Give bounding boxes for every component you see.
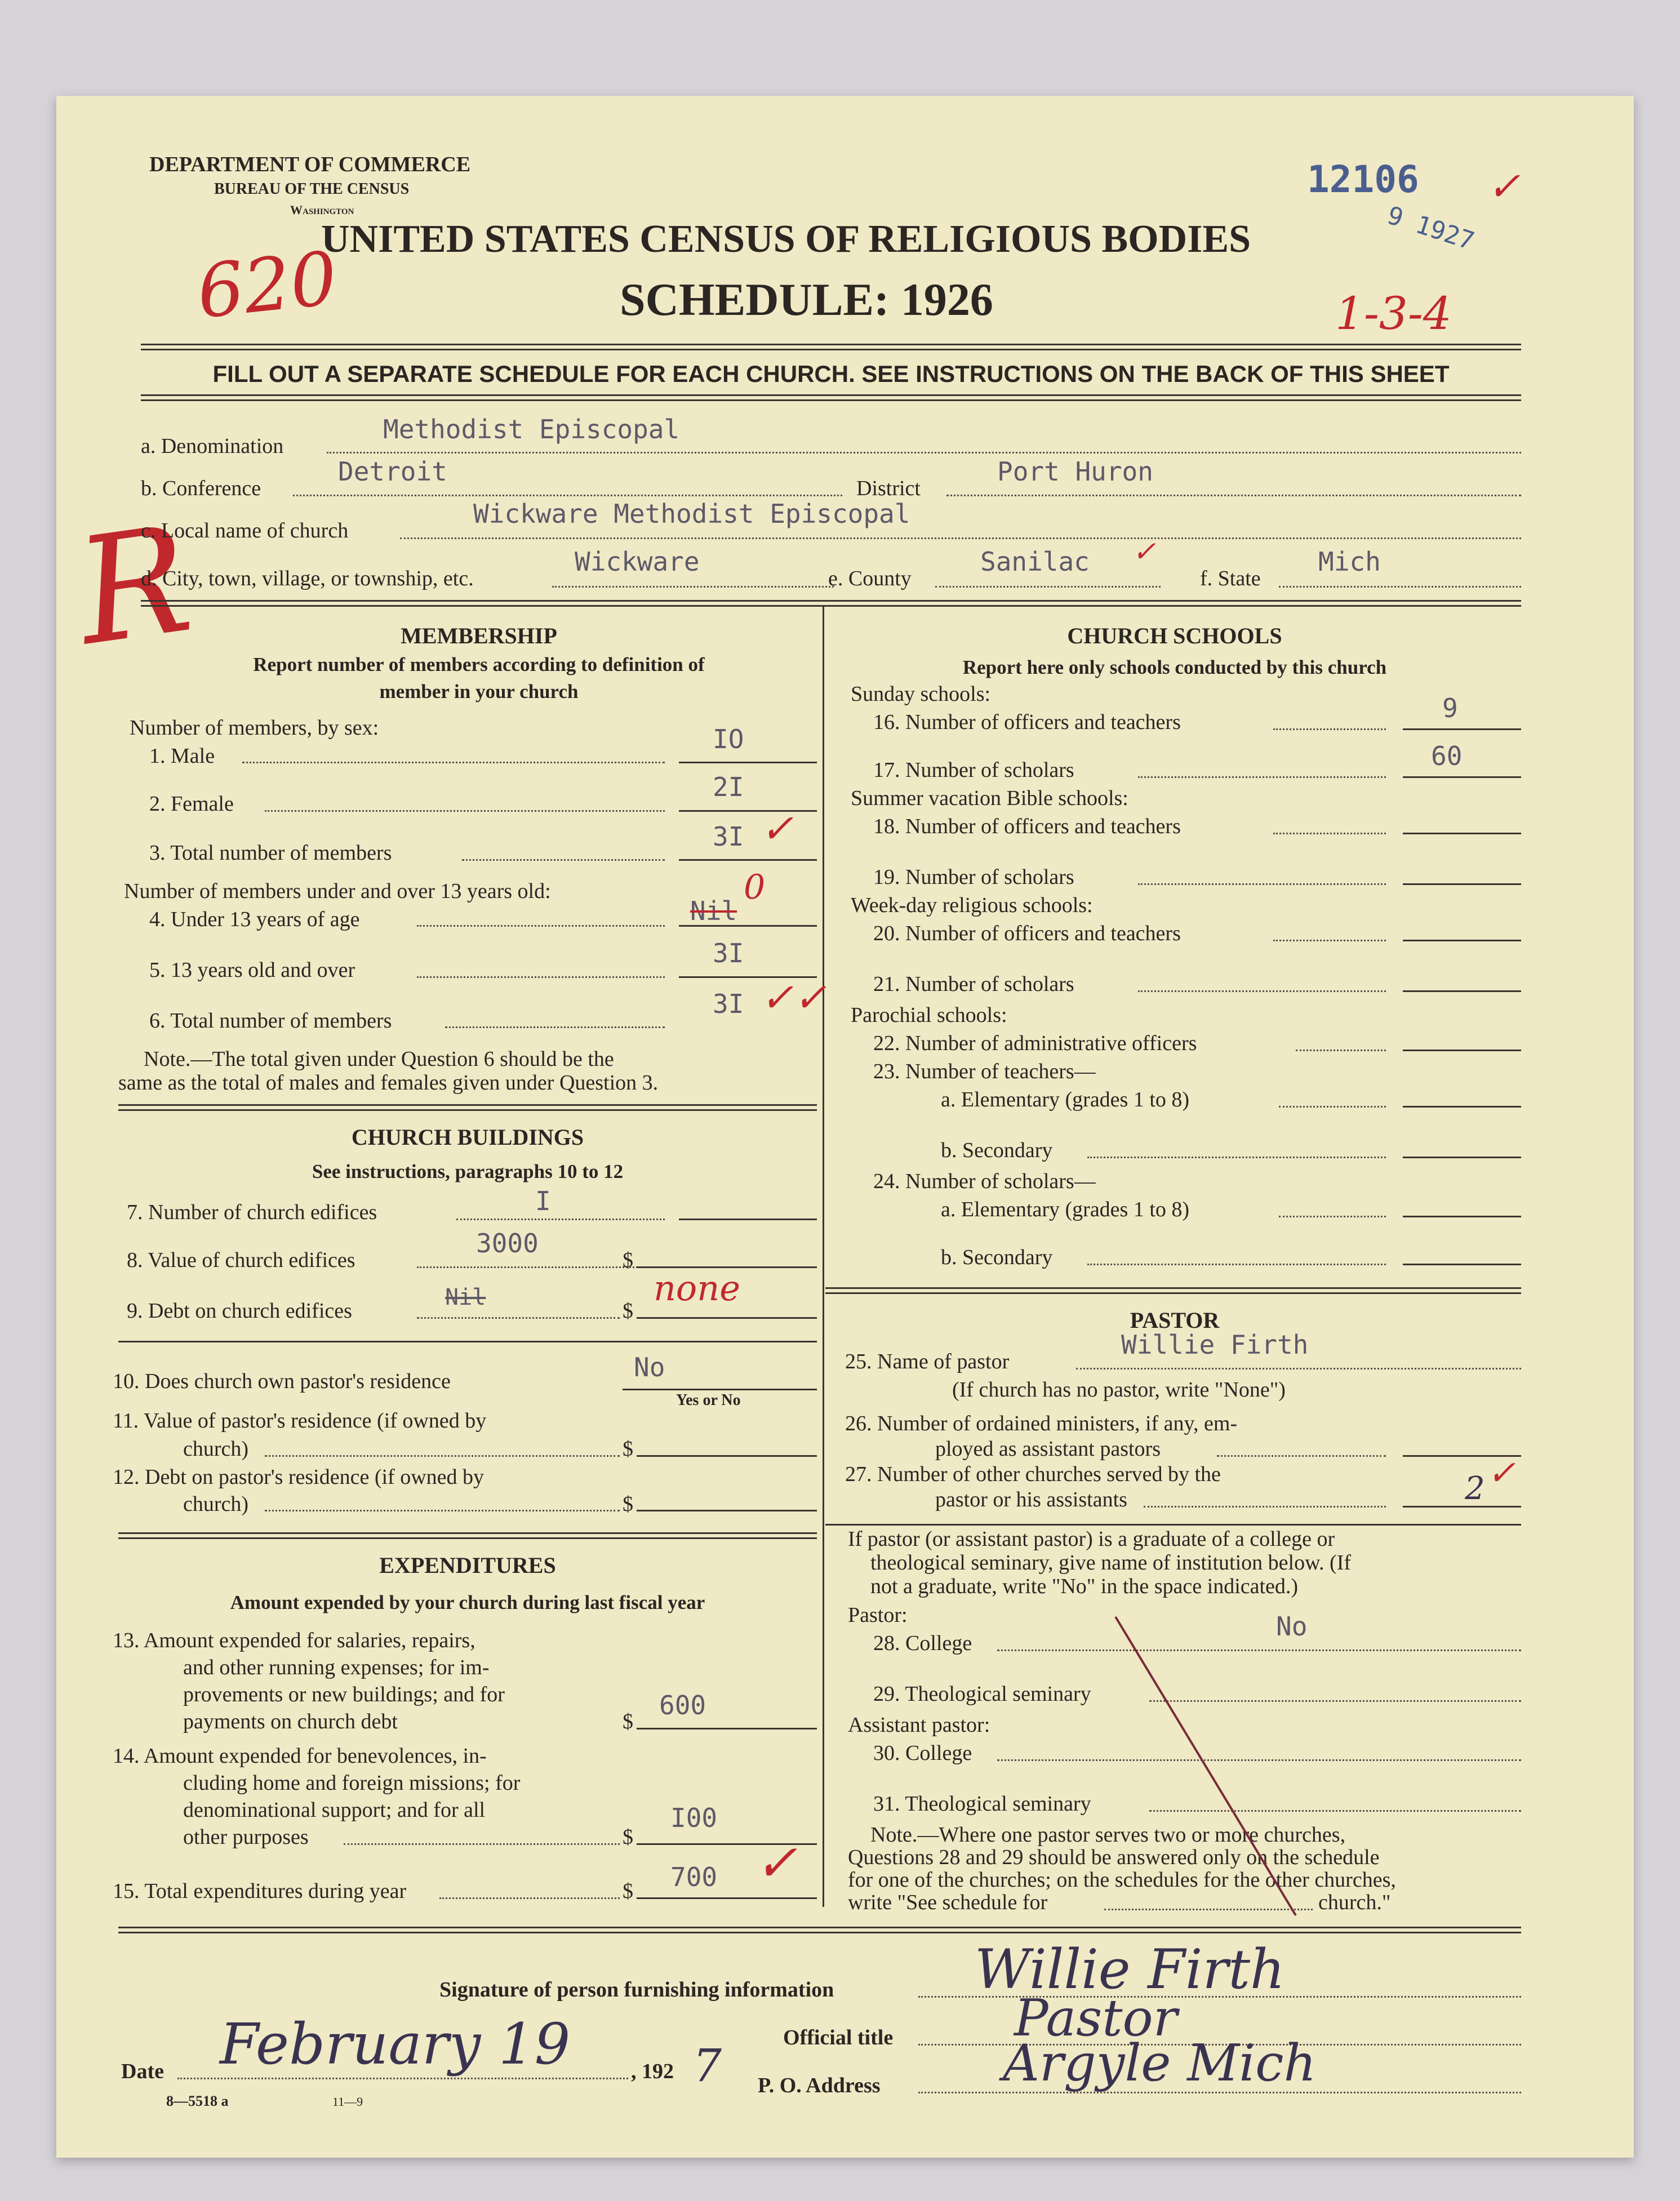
q24-label: 24. Number of scholars— xyxy=(873,1170,1096,1193)
buildings-title: CHURCH BUILDINGS xyxy=(351,1124,584,1150)
yes-no-hint: Yes or No xyxy=(676,1391,741,1409)
census-schedule-sheet xyxy=(56,96,1634,2158)
form-number: 8—5518 a xyxy=(166,2093,229,2109)
form-number-2: 11—9 xyxy=(332,2095,363,2109)
q23b-label: b. Secondary xyxy=(941,1139,1053,1162)
bureau-label: BUREAU OF THE CENSUS xyxy=(214,180,410,198)
denomination-label: a. Denomination xyxy=(141,434,284,458)
q14-label-2: cluding home and foreign missions; for xyxy=(183,1771,521,1795)
q9-struck-value: Nil xyxy=(445,1284,486,1310)
district-label: District xyxy=(856,477,921,500)
graduate-instruction-3: not a graduate, write "No" in the space indicated.) xyxy=(870,1575,1299,1598)
q4-struck-value: Nil xyxy=(690,896,737,926)
q27-label: 27. Number of other churches served by the xyxy=(845,1462,1221,1486)
q7-edifices-value: I xyxy=(535,1186,551,1216)
q3-total-value: 3I xyxy=(713,821,744,852)
q23-label: 23. Number of teachers— xyxy=(873,1060,1096,1083)
q1-male-value: IO xyxy=(713,724,744,754)
official-title-value: Pastor xyxy=(1014,1989,1177,2048)
q16-label: 16. Number of officers and teachers xyxy=(873,710,1181,734)
schools-subtitle: Report here only schools conducted by this church xyxy=(962,656,1387,678)
stamp-date: 9 1927 xyxy=(1384,201,1478,256)
q21-label: 21. Number of scholars xyxy=(873,972,1074,996)
q14-label-4: other purposes xyxy=(183,1825,309,1849)
pastor-note-4: write "See schedule for xyxy=(848,1891,1048,1914)
po-address-label: P. O. Address xyxy=(758,2074,881,2097)
q24a-label: a. Elementary (grades 1 to 8) xyxy=(941,1198,1190,1221)
pastor-note-3: for one of the churches; on the schedules for the other churches, xyxy=(848,1868,1396,1892)
q17-value: 60 xyxy=(1431,741,1463,771)
membership-note: Note.—The total given under Question 6 should be the xyxy=(144,1047,614,1071)
pastor-subheading: Pastor: xyxy=(848,1603,908,1627)
check-mark-icon: ✓ xyxy=(1487,163,1521,210)
county-label: e. County xyxy=(828,567,912,590)
check-mark-icon: ✓ xyxy=(755,1834,798,1893)
schools-title: CHURCH SCHOOLS xyxy=(1067,623,1282,648)
membership-note-2: same as the total of males and females given under Question 3. xyxy=(118,1071,659,1095)
signature-label: Signature of person furnishing information xyxy=(439,1978,834,2002)
summer-schools-label: Summer vacation Bible schools: xyxy=(851,786,1128,810)
q22-label: 22. Number of administrative officers xyxy=(873,1031,1197,1055)
check-mark-icon: ✓ xyxy=(761,806,794,852)
red-pencil-letter: R xyxy=(67,494,201,679)
red-pencil-code: 1-3-4 xyxy=(1335,287,1452,340)
q28-value: No xyxy=(1276,1611,1308,1642)
county-value: Sanilac xyxy=(980,546,1090,577)
pastor-note-2: Questions 28 and 29 should be answered only on the schedule xyxy=(848,1846,1380,1869)
q23a-label: a. Elementary (grades 1 to 8) xyxy=(941,1088,1190,1111)
washington-label: Washington xyxy=(290,203,354,217)
by-sex-label: Number of members, by sex: xyxy=(130,716,379,740)
q31-label: 31. Theological seminary xyxy=(873,1792,1091,1816)
q13-label: 13. Amount expended for salaries, repairs, xyxy=(113,1629,475,1652)
q8-value-value: 3000 xyxy=(476,1228,539,1259)
q24b-label: b. Secondary xyxy=(941,1246,1053,1269)
check-mark-icon: ✓✓ xyxy=(761,975,827,1021)
q10-residence-label: 10. Does church own pastor's residence xyxy=(113,1369,451,1393)
q4-under13-value: 0 xyxy=(744,868,766,907)
local-name-value: Wickware Methodist Episcopal xyxy=(473,499,910,529)
dollar-sign: $ xyxy=(623,1710,633,1733)
year-prefix: , 192 xyxy=(631,2060,674,2083)
schedule-title: SCHEDULE: 1926 xyxy=(620,274,993,325)
q20-label: 20. Number of officers and teachers xyxy=(873,922,1181,945)
q6-total-label: 6. Total number of members xyxy=(149,1009,392,1033)
q14-label-3: denominational support; and for all xyxy=(183,1798,486,1822)
city-label: d. City, town, village, or township, etc. xyxy=(141,567,474,590)
q14-value: I00 xyxy=(670,1803,718,1833)
q7-edifices-label: 7. Number of church edifices xyxy=(127,1200,377,1224)
buildings-subtitle: See instructions, paragraphs 10 to 12 xyxy=(312,1160,624,1182)
date-label: Date xyxy=(121,2060,164,2083)
conference-value: Detroit xyxy=(338,456,447,487)
expenditures-title: EXPENDITURES xyxy=(379,1553,556,1578)
q2-female-label: 2. Female xyxy=(149,792,234,816)
q12-debt-label: 12. Debt on pastor's residence (if owned by xyxy=(113,1465,485,1489)
q13-label-3: provements or new buildings; and for xyxy=(183,1683,505,1706)
check-mark-icon: ✓ xyxy=(1487,1453,1516,1493)
local-name-label: c. Local name of church xyxy=(141,519,349,543)
dollar-sign: $ xyxy=(623,1437,633,1461)
city-value: Wickware xyxy=(575,546,700,577)
q25-note: (If church has no pastor, write "None") xyxy=(952,1378,1286,1402)
pastor-strike-line xyxy=(56,96,1634,2158)
membership-subtitle-2: member in your church xyxy=(379,681,579,702)
q2-female-value: 2I xyxy=(713,772,744,802)
q10-residence-value: No xyxy=(634,1352,665,1382)
q6-total-value: 3I xyxy=(713,989,744,1019)
age-header-label: Number of members under and over 13 years old: xyxy=(124,879,551,903)
check-mark-icon: ✓ xyxy=(1132,535,1156,568)
parochial-schools-label: Parochial schools: xyxy=(851,1003,1007,1027)
q26-label-2: ployed as assistant pastors xyxy=(935,1437,1161,1461)
pastor-note: Note.—Where one pastor serves two or more churches, xyxy=(870,1823,1346,1847)
q11-value-label: 11. Value of pastor's residence (if owned by xyxy=(113,1409,487,1433)
q27-value: 2 xyxy=(1465,1470,1485,1507)
department-label: DEPARTMENT OF COMMERCE xyxy=(149,153,471,176)
state-value: Mich xyxy=(1318,546,1381,577)
instruction-banner: FILL OUT A SEPARATE SCHEDULE FOR EACH CHURCH. SEE INSTRUCTIONS ON THE BACK OF THIS SHEET xyxy=(212,361,1450,387)
year-suffix: 7 xyxy=(693,2039,722,2092)
expenditures-subtitle: Amount expended by your church during last fiscal year xyxy=(230,1591,705,1613)
q29-label: 29. Theological seminary xyxy=(873,1682,1091,1706)
date-value: February 19 xyxy=(220,2011,571,2077)
dollar-sign: $ xyxy=(623,1825,633,1849)
q15-value: 700 xyxy=(670,1862,718,1892)
pastor-signature: Willie Firth xyxy=(975,1938,1285,2001)
q8-value-label: 8. Value of church edifices xyxy=(127,1248,355,1272)
stamp-number: 12106 xyxy=(1307,158,1419,201)
assistant-subheading: Assistant pastor: xyxy=(848,1713,990,1737)
q25-value: Willie Firth xyxy=(1121,1330,1309,1360)
q25-label: 25. Name of pastor xyxy=(845,1350,1010,1373)
sunday-schools-label: Sunday schools: xyxy=(851,682,991,706)
dollar-sign: $ xyxy=(623,1879,633,1903)
q13-value: 600 xyxy=(659,1690,706,1720)
q4-under13-label: 4. Under 13 years of age xyxy=(149,908,360,931)
district-value: Port Huron xyxy=(997,456,1153,487)
official-title-label: Official title xyxy=(783,2026,894,2049)
q30-label: 30. College xyxy=(873,1741,972,1765)
po-address-value: Argyle Mich xyxy=(1003,2034,1317,2093)
q14-label: 14. Amount expended for benevolences, in- xyxy=(113,1744,487,1768)
q19-label: 19. Number of scholars xyxy=(873,865,1074,889)
denomination-value: Methodist Episcopal xyxy=(383,414,680,444)
q28-label: 28. College xyxy=(873,1631,972,1655)
q3-total-label: 3. Total number of members xyxy=(149,841,392,865)
q15-label: 15. Total expenditures during year xyxy=(113,1879,407,1903)
red-pencil-number: 620 xyxy=(193,235,341,335)
dollar-sign: $ xyxy=(623,1299,633,1323)
q26-label: 26. Number of ordained ministers, if any, em- xyxy=(845,1412,1238,1435)
state-label: f. State xyxy=(1200,567,1261,590)
q9-debt-value: none xyxy=(654,1268,740,1309)
q17-label: 17. Number of scholars xyxy=(873,758,1074,782)
membership-title: MEMBERSHIP xyxy=(401,623,557,648)
q5-over13-value: 3I xyxy=(713,938,744,968)
q16-value: 9 xyxy=(1442,693,1458,723)
q13-label-4: payments on church debt xyxy=(183,1710,398,1733)
pastor-note-4b: church." xyxy=(1318,1891,1391,1914)
q27-label-2: pastor or his assistants xyxy=(935,1488,1127,1511)
form-title: UNITED STATES CENSUS OF RELIGIOUS BODIES xyxy=(321,217,1251,261)
membership-subtitle: Report number of members according to definition of xyxy=(253,653,705,675)
weekday-schools-label: Week-day religious schools: xyxy=(851,893,1093,917)
graduate-instruction-2: theological seminary, give name of institution below. (If xyxy=(870,1551,1352,1575)
footer-rule xyxy=(118,1927,1521,1933)
dollar-sign: $ xyxy=(623,1492,633,1516)
q18-label: 18. Number of officers and teachers xyxy=(873,815,1181,838)
q13-label-2: and other running expenses; for im- xyxy=(183,1656,490,1679)
q9-debt-label: 9. Debt on church edifices xyxy=(127,1299,352,1323)
conference-label: b. Conference xyxy=(141,477,261,500)
q12-debt-label-2: church) xyxy=(183,1492,249,1516)
dollar-sign: $ xyxy=(623,1248,633,1272)
pastor-title: PASTOR xyxy=(1130,1308,1220,1333)
graduate-instruction: If pastor (or assistant pastor) is a graduate of a college or xyxy=(848,1527,1335,1551)
q5-over13-label: 5. 13 years old and over xyxy=(149,958,355,982)
q1-male-label: 1. Male xyxy=(149,744,215,768)
q11-value-label-2: church) xyxy=(183,1437,249,1461)
